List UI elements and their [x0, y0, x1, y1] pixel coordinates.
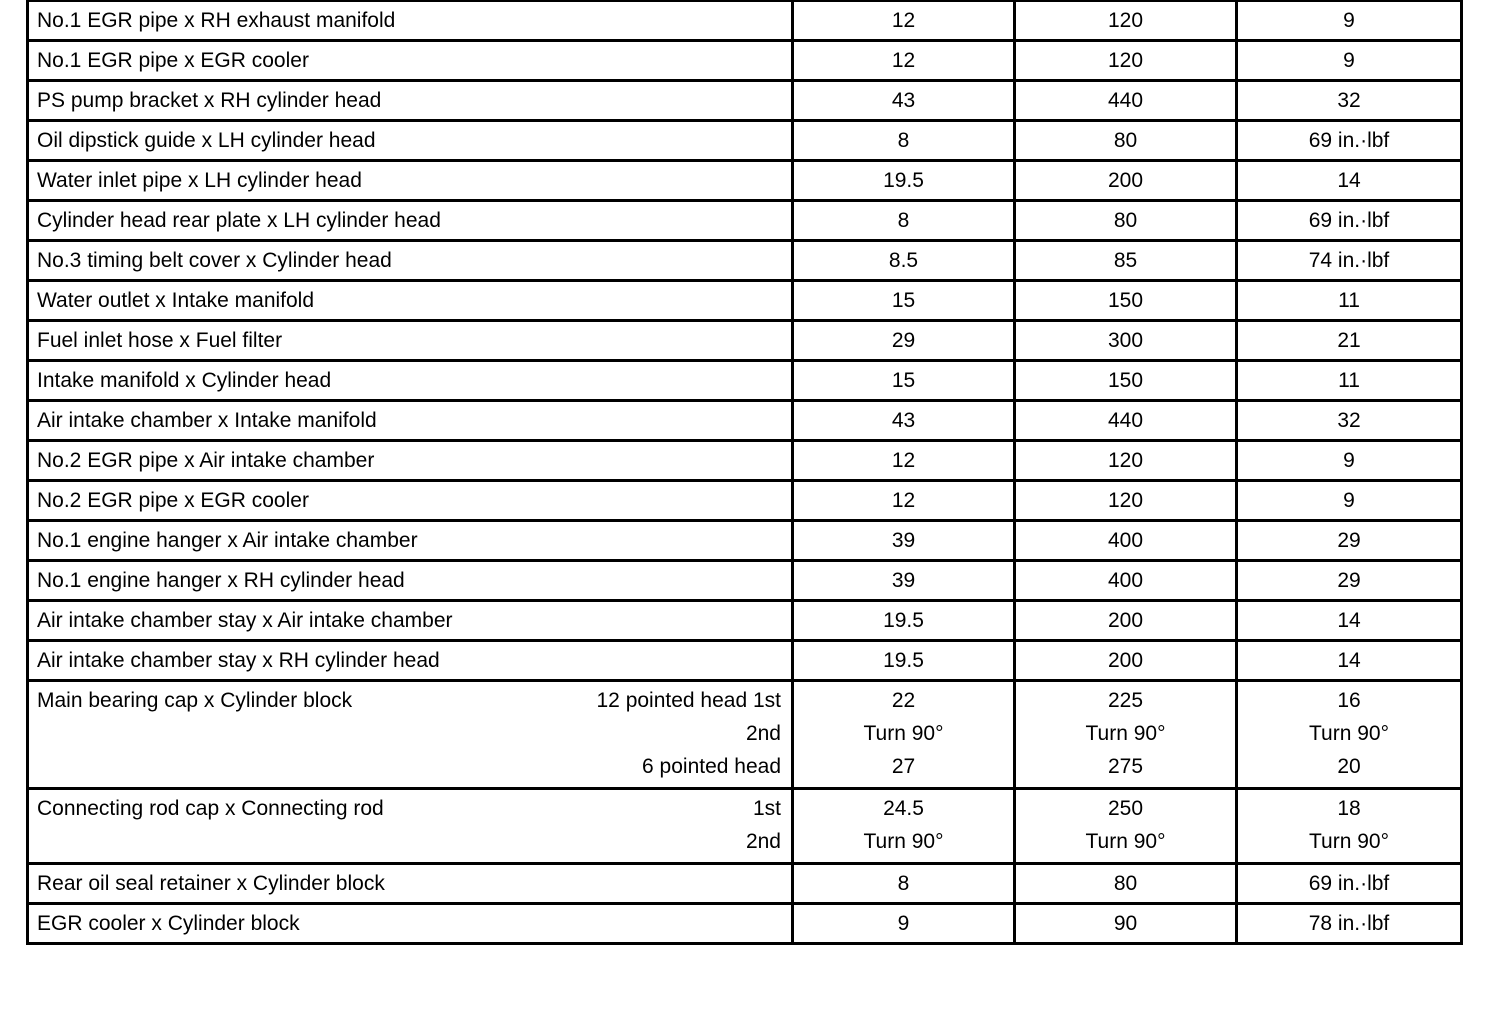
table-row — [28, 904, 1462, 944]
torque-value: 250 — [1107, 797, 1144, 820]
torque-nm-cell: 12 — [793, 1, 1015, 41]
part-name-cell: No.1 engine hanger x RH cylinder head — [28, 561, 793, 601]
torque-nm-cell: 15 — [793, 281, 1015, 321]
part-name-cell: No.1 EGR pipe x EGR cooler — [28, 41, 793, 81]
torque-ft-lbf-cell — [1237, 681, 1462, 789]
torque-kgf-cm-cell: 200 — [1015, 161, 1237, 201]
torque-ft-lbf-cell: 29 — [1237, 521, 1462, 561]
torque-value: Turn 90° — [863, 830, 944, 853]
table-row — [28, 1, 1462, 41]
table-row — [28, 481, 1462, 521]
torque-ft-lbf-cell: 9 — [1237, 41, 1462, 81]
table-row — [28, 81, 1462, 121]
part-name-cell: Oil dipstick guide x LH cylinder head — [28, 121, 793, 161]
torque-nm-cell: 12 — [793, 481, 1015, 521]
torque-value: 22 — [891, 689, 916, 712]
part-name: Main bearing cap x Cylinder block — [37, 689, 353, 712]
torque-nm-cell: 8 — [793, 121, 1015, 161]
torque-table-body — [28, 1, 1462, 944]
torque-kgf-cm-cell: 120 — [1015, 441, 1237, 481]
table-row-connecting-rod — [28, 789, 1462, 864]
torque-nm-cell: 19.5 — [793, 601, 1015, 641]
part-name-cell: Cylinder head rear plate x LH cylinder head — [28, 201, 793, 241]
torque-value: 27 — [891, 755, 916, 778]
table-row — [28, 121, 1462, 161]
step-label: 12 pointed head 1st — [596, 689, 781, 712]
part-name-cell: Water inlet pipe x LH cylinder head — [28, 161, 793, 201]
torque-ft-lbf-cell: 9 — [1237, 1, 1462, 41]
table-row — [28, 41, 1462, 81]
torque-ft-lbf-cell: 9 — [1237, 481, 1462, 521]
part-name-cell: No.2 EGR pipe x EGR cooler — [28, 481, 793, 521]
table-row — [28, 521, 1462, 561]
part-name-cell: PS pump bracket x RH cylinder head — [28, 81, 793, 121]
torque-nm-cell: 19.5 — [793, 641, 1015, 681]
part-name-cell: Water outlet x Intake manifold — [28, 281, 793, 321]
part-name-cell: No.1 EGR pipe x RH exhaust manifold — [28, 1, 793, 41]
table-row — [28, 201, 1462, 241]
torque-nm-cell: 12 — [793, 41, 1015, 81]
torque-ft-lbf-cell: 32 — [1237, 81, 1462, 121]
torque-value: Turn 90° — [1309, 830, 1389, 853]
torque-ft-lbf-cell: 29 — [1237, 561, 1462, 601]
table-row — [28, 361, 1462, 401]
part-name-cell: Rear oil seal retainer x Cylinder block — [28, 864, 793, 904]
step-label: 6 pointed head — [642, 755, 781, 778]
part-name-cell: EGR cooler x Cylinder block — [28, 904, 793, 944]
torque-ft-lbf-cell: 78 in.·lbf — [1237, 904, 1462, 944]
torque-nm-cell: 43 — [793, 401, 1015, 441]
torque-kgf-cm-cell: 400 — [1015, 561, 1237, 601]
torque-spec-sheet — [26, 0, 1460, 945]
torque-nm-cell: 8 — [793, 201, 1015, 241]
table-row — [28, 281, 1462, 321]
part-name-cell — [28, 681, 793, 789]
torque-kgf-cm-cell: 120 — [1015, 481, 1237, 521]
torque-value: 275 — [1107, 755, 1144, 778]
step-label: 1st — [752, 797, 781, 820]
step-label: 2nd — [745, 722, 781, 745]
torque-kgf-cm-cell: 440 — [1015, 81, 1237, 121]
table-row — [28, 321, 1462, 361]
torque-ft-lbf-cell: 14 — [1237, 601, 1462, 641]
part-name-cell: No.2 EGR pipe x Air intake chamber — [28, 441, 793, 481]
torque-nm-cell: 8.5 — [793, 241, 1015, 281]
part-name-cell: Air intake chamber x Intake manifold — [28, 401, 793, 441]
torque-value: Turn 90° — [863, 722, 944, 745]
table-row — [28, 401, 1462, 441]
torque-nm-cell: 12 — [793, 441, 1015, 481]
table-row-main-bearing — [28, 681, 1462, 789]
part-name-cell — [28, 789, 793, 864]
part-cell-layout — [37, 684, 781, 783]
part-name-cell: Intake manifold x Cylinder head — [28, 361, 793, 401]
torque-nm-cell: 29 — [793, 321, 1015, 361]
torque-ft-lbf-cell: 69 in.·lbf — [1237, 201, 1462, 241]
table-row — [28, 601, 1462, 641]
torque-nm-cell — [793, 789, 1015, 864]
torque-kgf-cm-cell: 120 — [1015, 1, 1237, 41]
torque-ft-lbf-cell: 74 in.·lbf — [1237, 241, 1462, 281]
torque-value: 225 — [1107, 689, 1144, 712]
table-row — [28, 561, 1462, 601]
table-row — [28, 641, 1462, 681]
torque-ft-lbf-cell — [1237, 789, 1462, 864]
torque-ft-lbf-cell: 32 — [1237, 401, 1462, 441]
torque-kgf-cm-cell: 200 — [1015, 641, 1237, 681]
torque-value: 20 — [1337, 755, 1361, 778]
table-row — [28, 864, 1462, 904]
torque-kgf-cm-cell: 80 — [1015, 201, 1237, 241]
torque-nm-cell: 43 — [793, 81, 1015, 121]
part-name-cell: Fuel inlet hose x Fuel filter — [28, 321, 793, 361]
torque-nm-cell: 39 — [793, 561, 1015, 601]
table-row — [28, 241, 1462, 281]
torque-ft-lbf-cell: 21 — [1237, 321, 1462, 361]
torque-value: 16 — [1337, 689, 1361, 712]
torque-value: 24.5 — [883, 797, 924, 820]
torque-value: Turn 90° — [1309, 722, 1389, 745]
torque-kgf-cm-cell — [1015, 789, 1237, 864]
torque-kgf-cm-cell: 300 — [1015, 321, 1237, 361]
torque-ft-lbf-cell: 14 — [1237, 161, 1462, 201]
torque-kgf-cm-cell — [1015, 681, 1237, 789]
part-name-cell: No.1 engine hanger x Air intake chamber — [28, 521, 793, 561]
torque-nm-cell: 15 — [793, 361, 1015, 401]
torque-nm-cell: 8 — [793, 864, 1015, 904]
torque-ft-lbf-cell: 11 — [1237, 281, 1462, 321]
torque-kgf-cm-cell: 90 — [1015, 904, 1237, 944]
torque-kgf-cm-cell: 80 — [1015, 864, 1237, 904]
torque-ft-lbf-cell: 9 — [1237, 441, 1462, 481]
tightening-steps — [597, 684, 782, 783]
torque-nm-cell: 39 — [793, 521, 1015, 561]
torque-nm-cell — [793, 681, 1015, 789]
torque-ft-lbf-cell: 11 — [1237, 361, 1462, 401]
table-row — [28, 161, 1462, 201]
part-name: Connecting rod cap x Connecting rod — [37, 797, 384, 820]
part-name-cell: No.3 timing belt cover x Cylinder head — [28, 241, 793, 281]
torque-ft-lbf-cell: 69 in.·lbf — [1237, 864, 1462, 904]
step-label: 2nd — [745, 830, 781, 853]
part-cell-layout — [37, 792, 781, 858]
part-name-cell: Air intake chamber stay x Air intake chamber — [28, 601, 793, 641]
torque-kgf-cm-cell: 400 — [1015, 521, 1237, 561]
torque-ft-lbf-cell: 14 — [1237, 641, 1462, 681]
torque-spec-table — [26, 0, 1463, 945]
torque-value: Turn 90° — [1085, 722, 1166, 745]
table-row — [28, 441, 1462, 481]
torque-kgf-cm-cell: 80 — [1015, 121, 1237, 161]
torque-nm-cell: 19.5 — [793, 161, 1015, 201]
torque-kgf-cm-cell: 200 — [1015, 601, 1237, 641]
tightening-steps — [746, 792, 781, 858]
torque-ft-lbf-cell: 69 in.·lbf — [1237, 121, 1462, 161]
torque-kgf-cm-cell: 150 — [1015, 361, 1237, 401]
torque-nm-cell: 9 — [793, 904, 1015, 944]
torque-value: Turn 90° — [1085, 830, 1166, 853]
torque-kgf-cm-cell: 150 — [1015, 281, 1237, 321]
torque-kgf-cm-cell: 120 — [1015, 41, 1237, 81]
torque-value: 18 — [1337, 797, 1361, 820]
part-name-cell: Air intake chamber stay x RH cylinder head — [28, 641, 793, 681]
torque-kgf-cm-cell: 85 — [1015, 241, 1237, 281]
torque-kgf-cm-cell: 440 — [1015, 401, 1237, 441]
